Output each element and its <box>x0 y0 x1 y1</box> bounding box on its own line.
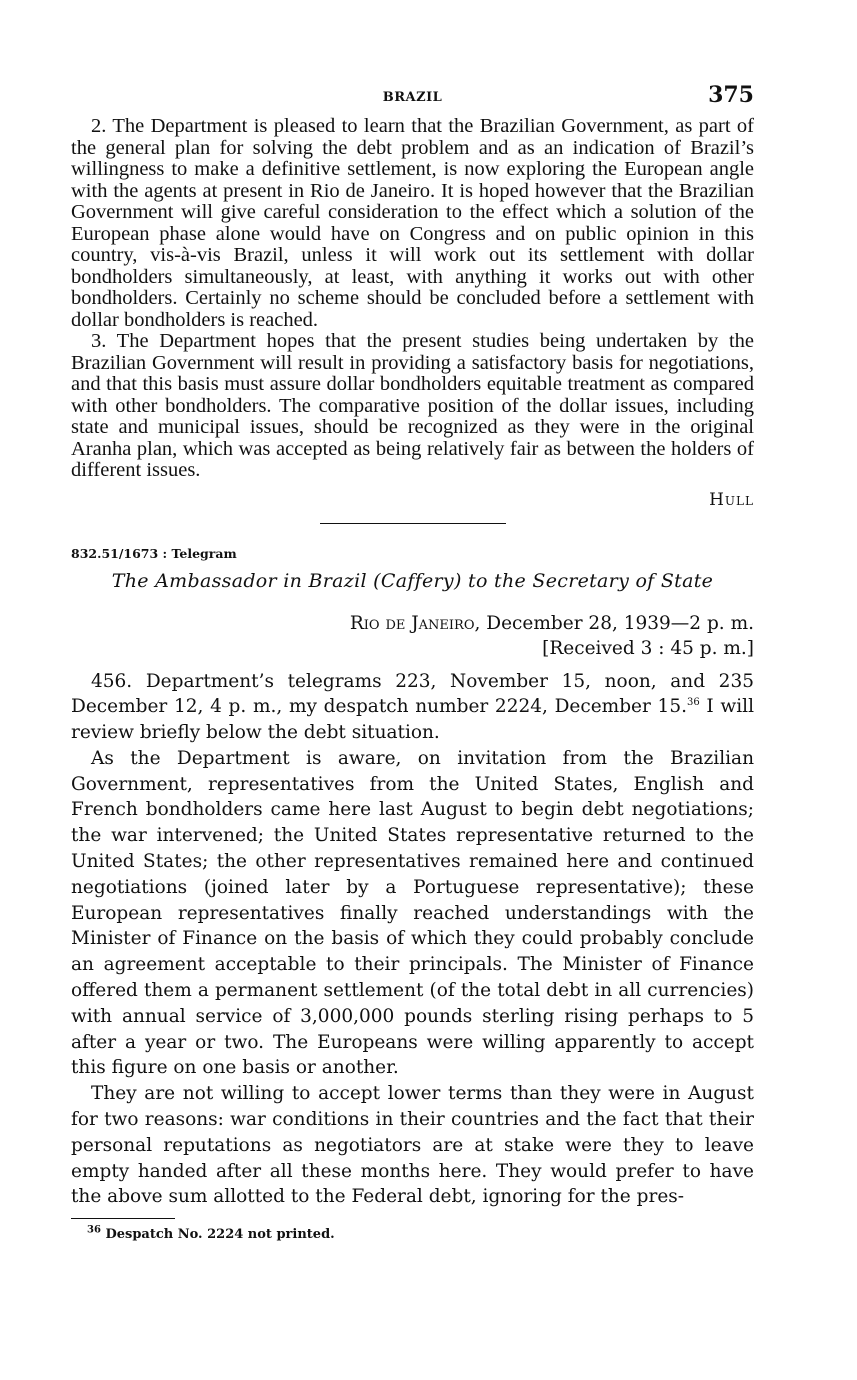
document-page <box>71 80 754 1242</box>
signature: Hull <box>709 489 754 510</box>
paragraph-2: 2. The Department is pleased to learn that the Brazilian Government, as part of the general plan for solving the debt problem and as an indication of Brazil’s willingness to make a definitive settlement, is now exploring the European angle with the agents at present in Rio de Janeiro. It is hoped however that the Brazilian Government will give careful consideration to the effect which a solution of the European phase alone would have on Congress and on public opinion in this country, vis-à-vis Brazil, unless it will work out its settlement with dollar bondholders simultaneously, at least, with anything it works out with other bondholders. Certainly no scheme should be concluded before a settlement with dollar bondholders is reached. <box>71 115 754 331</box>
footnote-mark: 36 <box>87 1224 101 1236</box>
document-title: The Ambassador in Brazil (Caffery) to the Secretary of State <box>111 569 714 592</box>
running-title: BRAZIL <box>382 90 443 105</box>
telegram-paragraph: As the Department is aware, on invitation from the Brazilian Government, representatives from the United States, English and French bondholders came here last August to begin debt negotiations; the war intervened; the United States representative returned to the United States; the other representatives remained here and continued negotiations (joined later by a Portuguese representative); these European representatives finally reached understandings with the Minister of Finance on the basis of which they could probably conclude an agreement acceptable to their principals. The Minister of Finance offered them a permanent settlement (of the total debt in all currencies) with annual service of 3,000,000 pounds sterling rising perhaps to 5 after a year or two. The Europeans were willing apparently to accept this figure on one basis or another. <box>71 747 754 1079</box>
dateline-date: December 28, 1939—2 p. m. <box>486 612 754 634</box>
telegram-body <box>71 669 754 1211</box>
page-number: 375 <box>708 82 754 108</box>
footnote-text: Despatch No. 2224 not printed. <box>105 1227 335 1243</box>
footnote-divider <box>71 1218 175 1219</box>
file-reference: 832.51/1673 : Telegram <box>71 545 237 561</box>
footnote-reference[interactable]: 36 <box>686 697 700 709</box>
dateline-place: Rio de Janeiro, <box>349 612 481 634</box>
first-document-body <box>71 116 754 482</box>
dateline <box>71 612 754 636</box>
received-time: [Received 3 : 45 p. m.] <box>542 637 754 659</box>
page-header <box>71 80 754 116</box>
telegram-paragraph: They are not willing to accept lower terms than they were in August for two reasons: war conditions in their countries and the fact that their personal reputations as negotiators are at stake were they to leave empty handed after all these months here. They would prefer to have the above sum allotted to the Federal debt, ignoring for the pres- <box>71 1083 754 1208</box>
paragraph-456-tail: I will review briefly below the debt situation. <box>71 696 755 744</box>
paragraph-3: 3. The Department hopes that the present studies being undertaken by the Brazilian Government will result in providing a satisfactory basis for negotiations, and that this basis must assure dollar bondholders equitable treatment as compared with other bondholders. The comparative position of the dollar issues, including state and municipal issues, should be recognized as they were in the original Aranha plan, which was accepted as being relatively fair as between the holders of different issues. <box>71 330 754 481</box>
section-divider <box>320 523 506 524</box>
footnote <box>71 1224 754 1243</box>
telegram-paragraph-456 <box>71 669 754 746</box>
paragraph-456-text: 456. Department’s telegrams 223, November 15, noon, and 235 December 12, 4 p. m., my despatch number 2224, December 15. <box>71 670 754 718</box>
